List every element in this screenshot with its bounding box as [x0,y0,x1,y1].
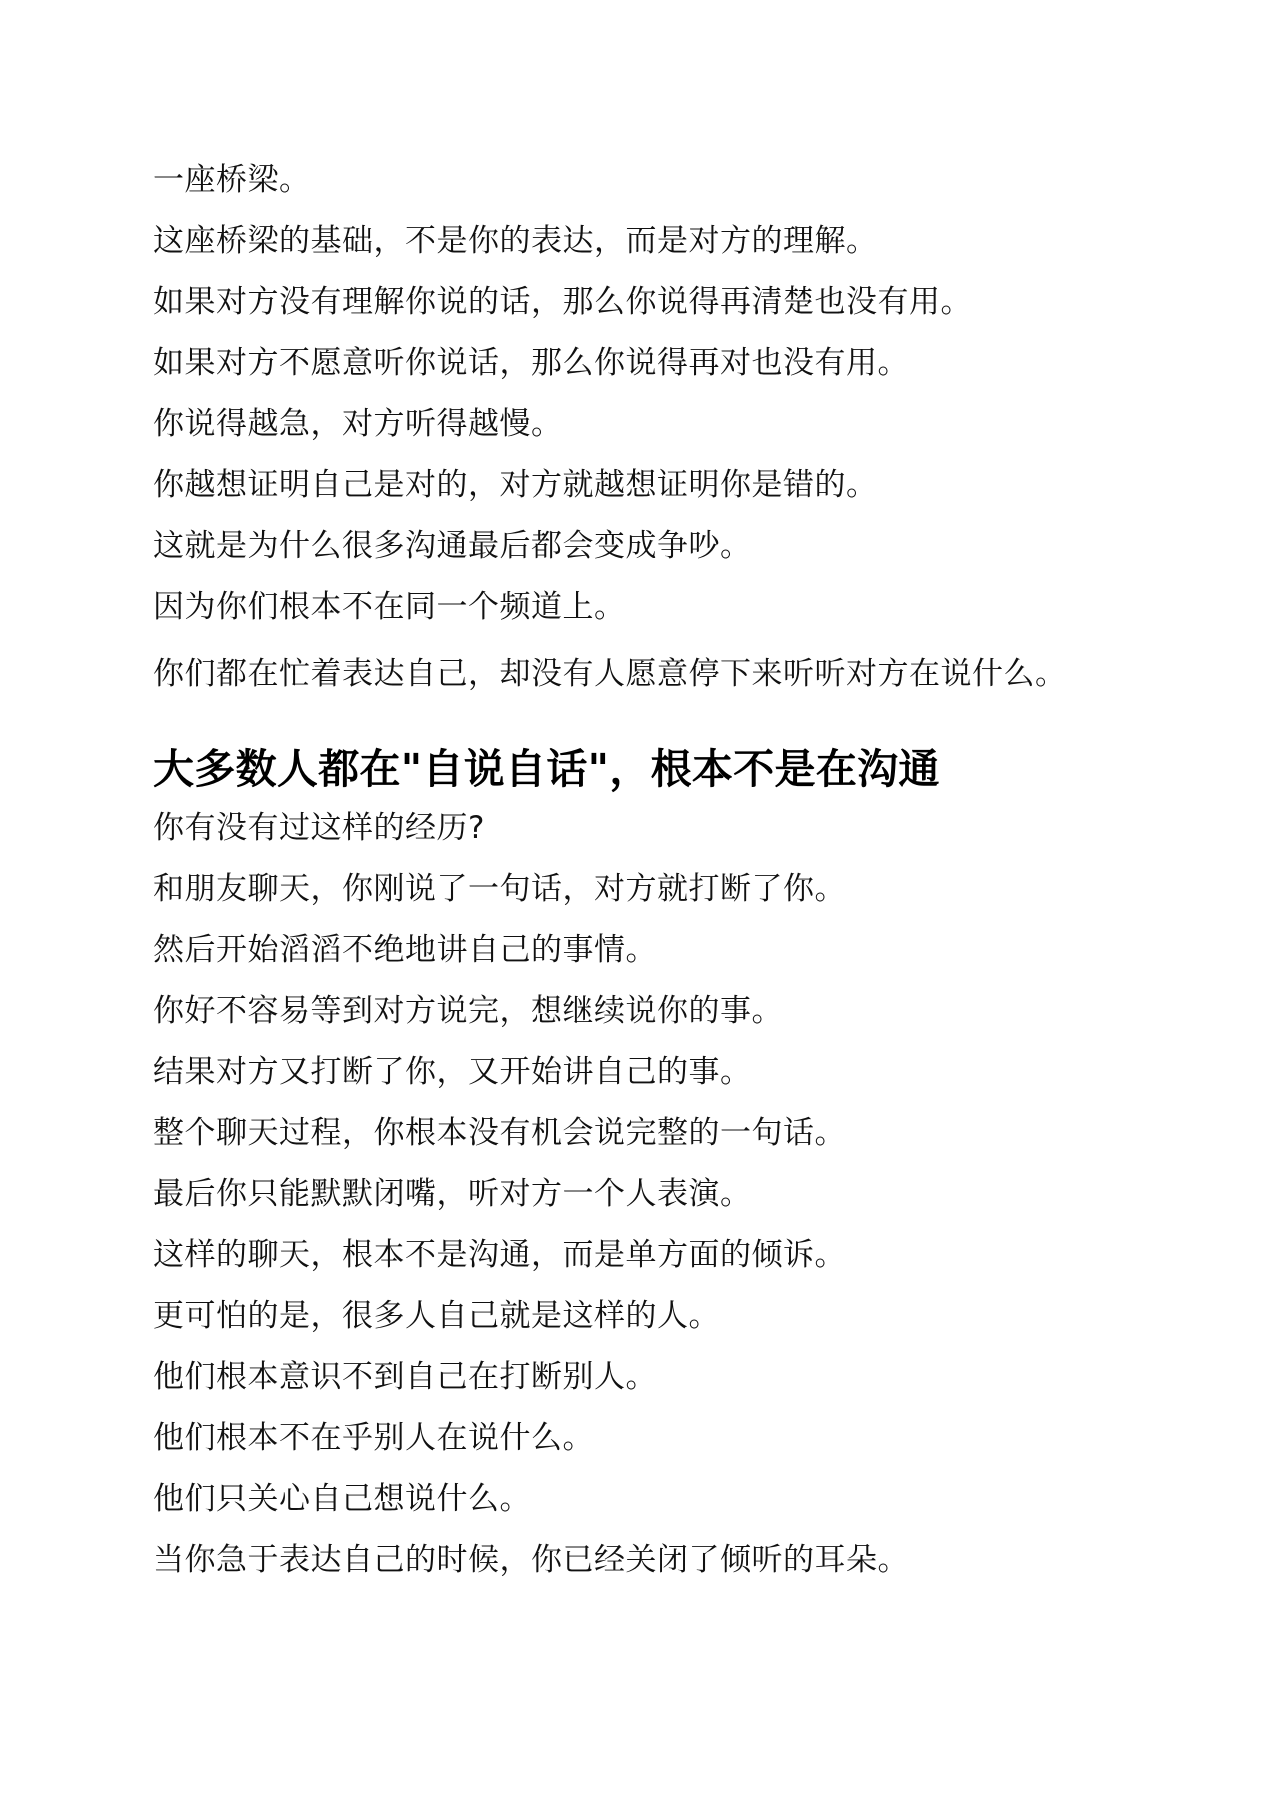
paragraph: 然后开始滔滔不绝地讲自己的事情。 [153,932,657,968]
paragraph: 这样的聊天，根本不是沟通，而是单方面的倾诉。 [153,1237,846,1273]
paragraph: 你们都在忙着表达自己，却没有人愿意停下来听听对方在说什么。 [153,656,1067,692]
paragraph: 他们根本不在乎别人在说什么。 [153,1420,594,1456]
paragraph: 你有没有过这样的经历? [153,810,485,846]
paragraph: 如果对方不愿意听你说话，那么你说得再对也没有用。 [153,345,909,381]
paragraph: 他们只关心自己想说什么。 [153,1481,531,1517]
paragraph: 你越想证明自己是对的，对方就越想证明你是错的。 [153,467,878,503]
paragraph: 你说得越急，对方听得越慢。 [153,406,563,442]
paragraph: 他们根本意识不到自己在打断别人。 [153,1359,657,1395]
document-body [153,158,1093,1599]
paragraph: 最后你只能默默闭嘴，听对方一个人表演。 [153,1176,752,1212]
paragraph: 当你急于表达自己的时候，你已经关闭了倾听的耳朵。 [153,1542,909,1578]
paragraph: 和朋友聊天，你刚说了一句话，对方就打断了你。 [153,871,846,907]
paragraph: 你好不容易等到对方说完，想继续说你的事。 [153,993,783,1029]
paragraph: 因为你们根本不在同一个频道上。 [153,589,626,625]
paragraph: 结果对方又打断了你，又开始讲自己的事。 [153,1054,752,1090]
paragraph: 一座桥梁。 [153,162,311,198]
paragraph: 如果对方没有理解你说的话，那么你说得再清楚也没有用。 [153,284,972,320]
paragraph: 更可怕的是，很多人自己就是这样的人。 [153,1298,720,1334]
paragraph: 整个聊天过程，你根本没有机会说完整的一句话。 [153,1115,846,1151]
paragraph: 这座桥梁的基础，不是你的表达，而是对方的理解。 [153,223,878,259]
section-heading: 大多数人都在"自说自话"，根本不是在沟通 [153,745,940,793]
paragraph: 这就是为什么很多沟通最后都会变成争吵。 [153,528,752,564]
